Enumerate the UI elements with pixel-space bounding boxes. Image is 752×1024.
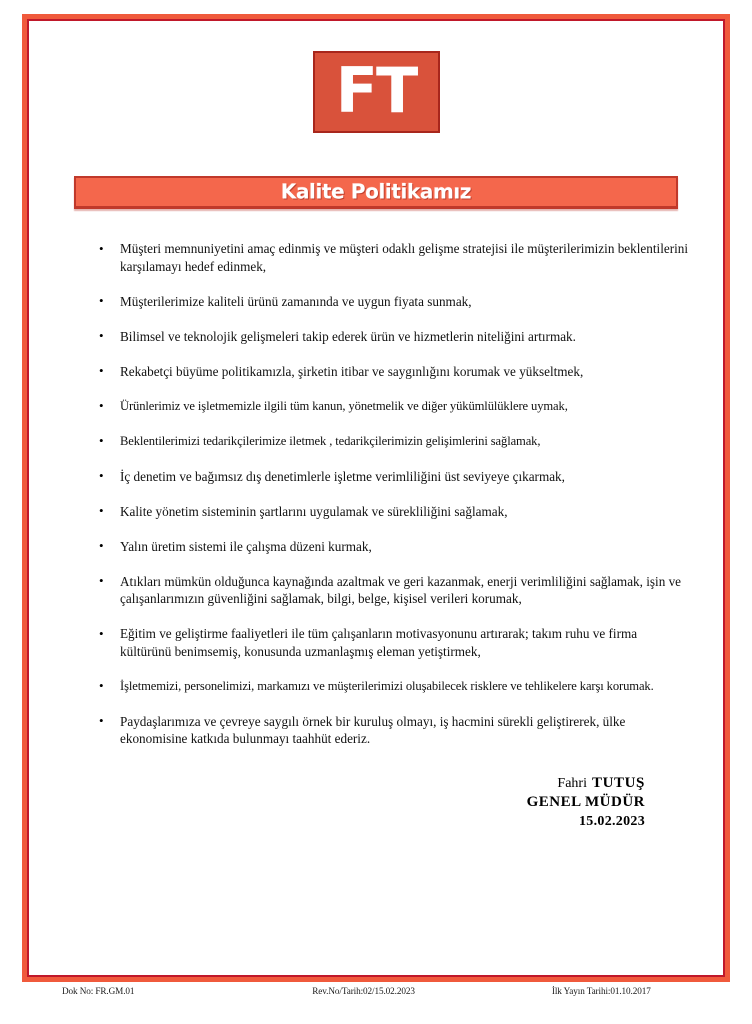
list-item: • Müşteri memnuniyetini amaç edinmiş ve müşteri odaklı gelişme stratejisi ile müşterilerimizin beklentilerini karşılamayı hedef edinmek, xyxy=(99,240,691,275)
page-border-frame-inner xyxy=(27,19,725,977)
list-item: • Ürünlerimiz ve işletmemizle ilgili tüm kanun, yönetmelik ve diğer yükümlülüklere uymak, xyxy=(99,398,691,416)
title-banner xyxy=(74,176,678,209)
list-item: • Bilimsel ve teknolojik gelişmeleri takip ederek ürün ve hizmetlerin niteliğini artırmak. xyxy=(99,328,691,346)
list-item: • Atıkları mümkün olduğunca kaynağında azaltmak ve geri kazanmak, enerji verimliliğini sağlamak, işin ve çalışanlarımızın güvenliğini sağlamak, bilgi, belge, kişisel verileri korumak, xyxy=(99,573,691,608)
company-logo xyxy=(313,51,440,133)
footer-doc-no: Dok No: FR.GM.01 xyxy=(62,986,135,996)
page-border-frame xyxy=(22,14,730,982)
list-item: • İç denetim ve bağımsız dış denetimlerle işletme verimliliğini üst seviyeye çıkarmak, xyxy=(99,468,691,486)
list-item: • Rekabetçi büyüme politikamızla, şirketin itibar ve saygınlığını korumak ve yükseltmek, xyxy=(99,363,691,381)
document-footer xyxy=(22,986,730,1006)
signature-block xyxy=(29,774,723,831)
list-item: • Paydaşlarımıza ve çevreye saygılı örnek bir kuruluş olmayı, iş hacmini sürekli geliştirerek, ülke ekonomisine katkıda bulunmayı taahhüt ederiz. xyxy=(99,713,691,748)
signature-date: 15.02.2023 xyxy=(579,813,645,829)
list-item: • Eğitim ve geliştirme faaliyetleri ile tüm çalışanların motivasyonunu artırarak; takım ruhu ve firma kültürünü benimsemiş, konusunda uzmanlaşmış eleman yetiştirmek, xyxy=(99,625,691,660)
list-item: • Yalın üretim sistemi ile çalışma düzeni kurmak, xyxy=(99,538,691,556)
page-title: Kalite Politikamız xyxy=(280,179,472,204)
footer-revision: Rev.No/Tarih:02/15.02.2023 xyxy=(312,986,415,996)
footer-first-issue: İlk Yayın Tarihi:01.10.2017 xyxy=(551,986,651,996)
signer-title: GENEL MÜDÜR xyxy=(526,793,645,810)
logo-text: FT xyxy=(335,53,417,127)
document-content xyxy=(29,21,723,975)
list-item: • Kalite yönetim sisteminin şartlarını uygulamak ve sürekliliğini sağlamak, xyxy=(99,503,691,521)
logo-area xyxy=(29,21,723,138)
list-item: • İşletmemizi, personelimizi, markamızı ve müşterilerimizi oluşabilecek risklere ve tehlikelere karşı korumak. xyxy=(99,678,691,696)
policy-list xyxy=(29,240,723,748)
list-item: • Müşterilerimize kaliteli ürünü zamanında ve uygun fiyata sunmak, xyxy=(99,293,691,311)
signer-given-name: Fahri xyxy=(557,775,587,791)
list-item: • Beklentilerimizi tedarikçilerimize iletmek , tedarikçilerimizin gelişimlerini sağlamak, xyxy=(99,433,691,451)
title-banner-area xyxy=(29,176,723,214)
signer-surname: TUTUŞ xyxy=(591,774,645,791)
signer-name xyxy=(29,774,645,793)
